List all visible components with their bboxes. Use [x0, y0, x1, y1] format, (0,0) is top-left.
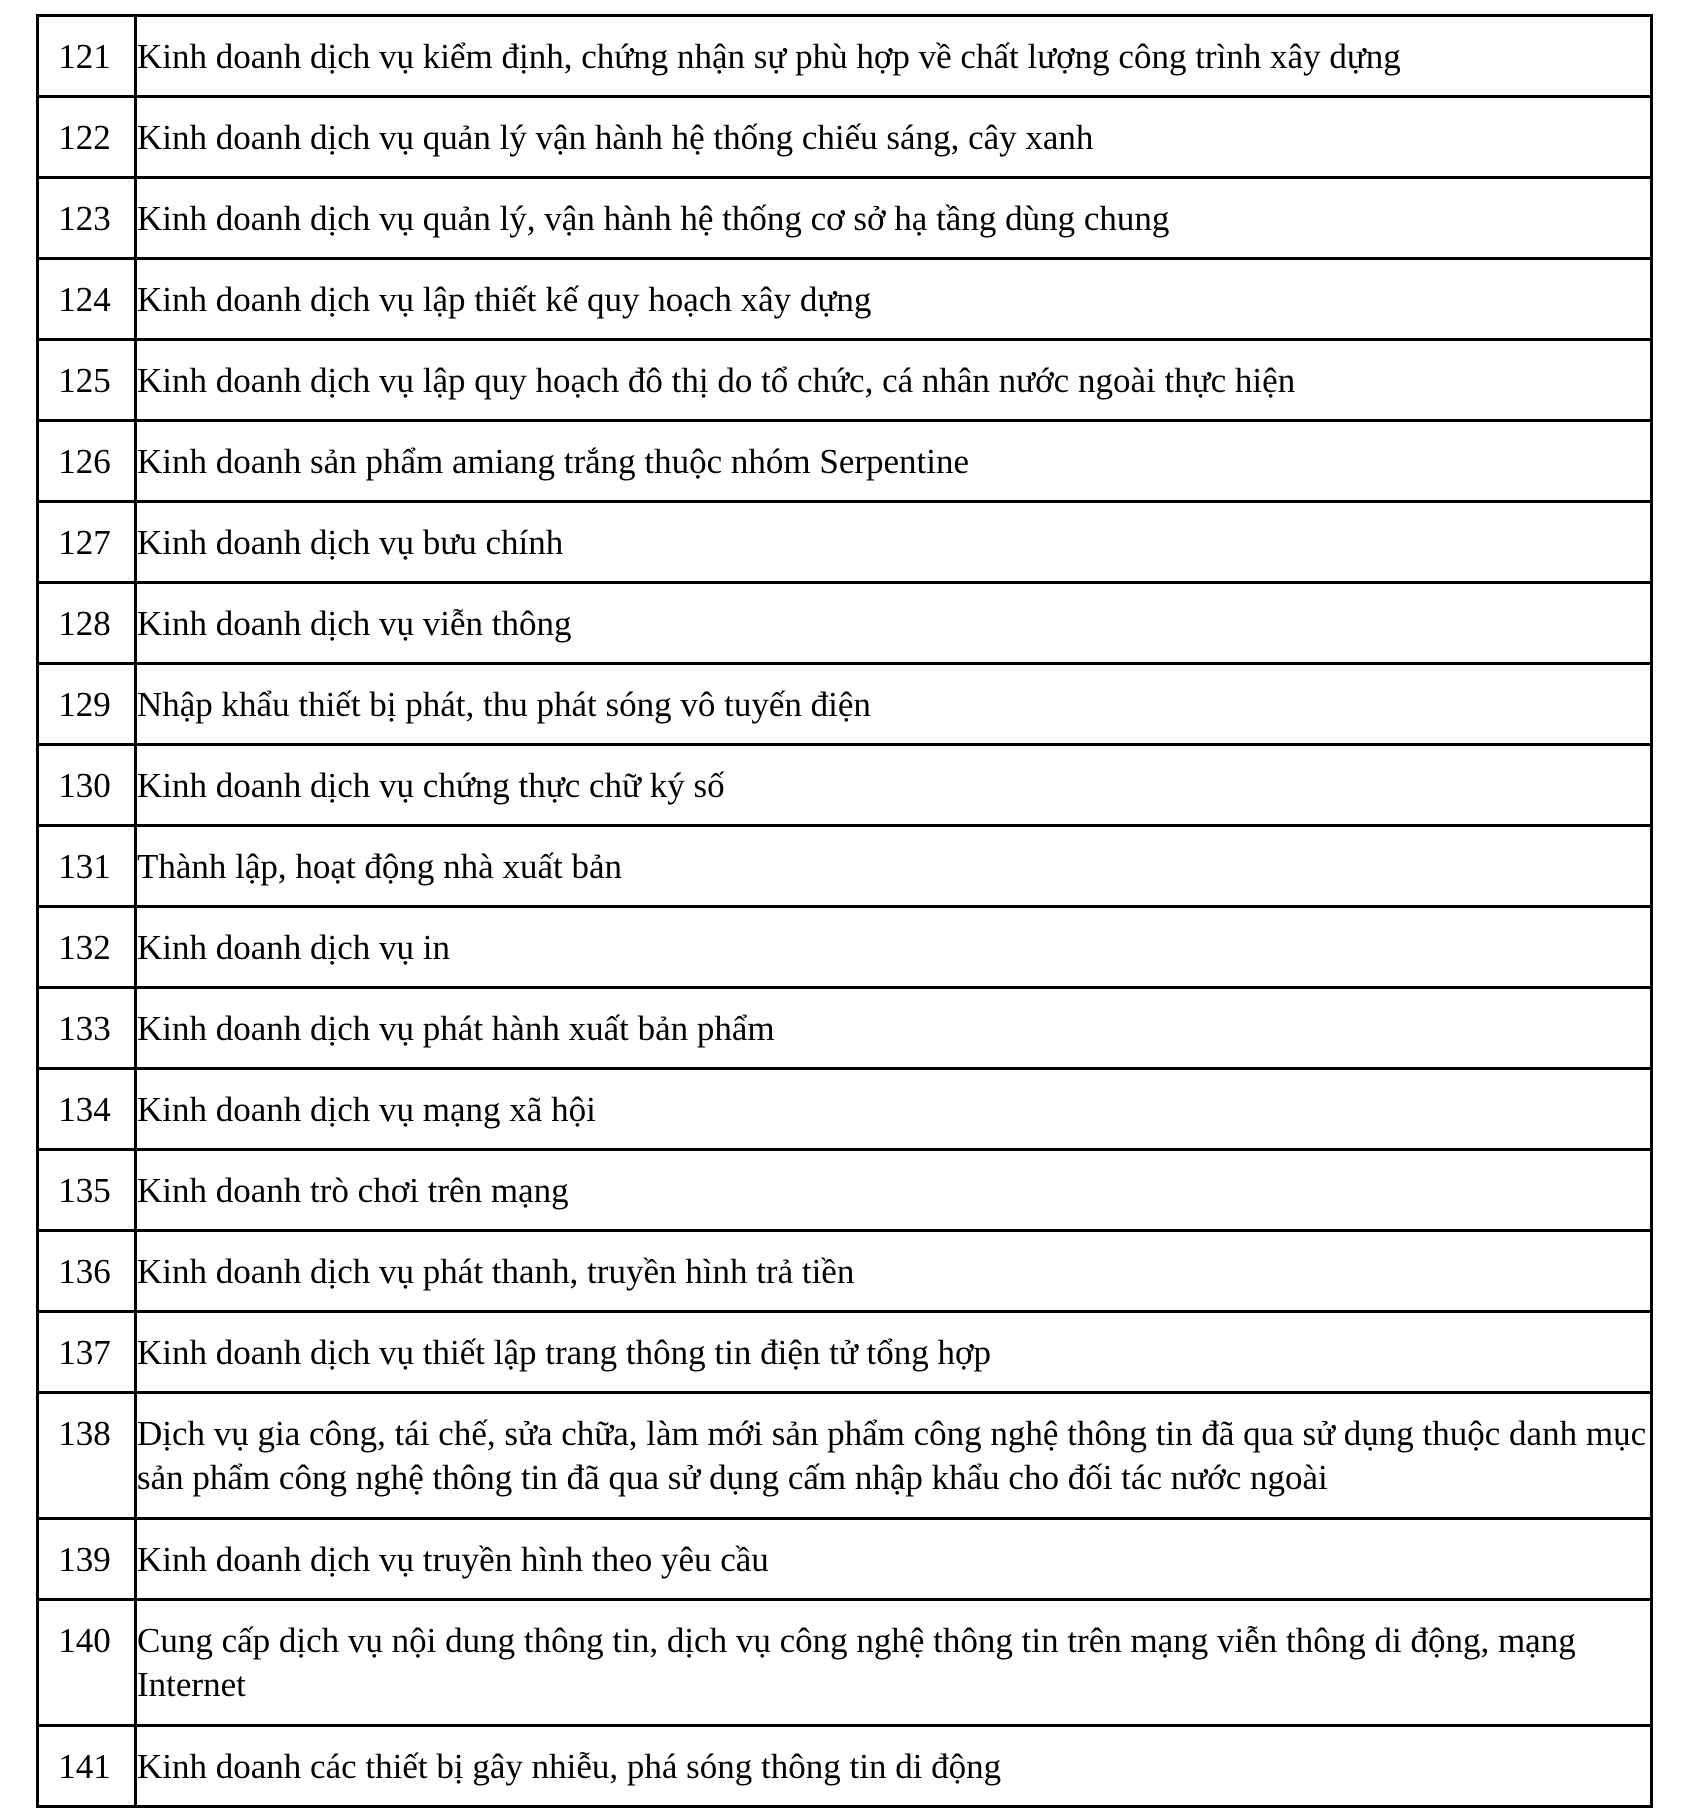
row-number: 127: [38, 502, 136, 583]
business-lines-table: [36, 14, 1653, 1808]
table-row: [38, 178, 1652, 259]
row-number: 128: [38, 583, 136, 664]
row-description: Dịch vụ gia công, tái chế, sửa chữa, làm mới sản phẩm công nghệ thông tin đã qua sử dụng thuộc danh mục sản phẩm công nghệ thông tin đã qua sử dụng cấm nhập khẩu cho đối tác nước ngoài: [136, 1393, 1652, 1519]
row-number: 134: [38, 1069, 136, 1150]
table-row: [38, 907, 1652, 988]
table-row: [38, 16, 1652, 97]
row-number: 126: [38, 421, 136, 502]
table-row: [38, 1600, 1652, 1726]
row-description: Kinh doanh dịch vụ bưu chính: [136, 502, 1652, 583]
row-number: 131: [38, 826, 136, 907]
row-description: Kinh doanh trò chơi trên mạng: [136, 1150, 1652, 1231]
row-number: 133: [38, 988, 136, 1069]
table-row: [38, 745, 1652, 826]
table-row: [38, 1726, 1652, 1807]
table-row: [38, 421, 1652, 502]
row-number: 136: [38, 1231, 136, 1312]
table-row: [38, 340, 1652, 421]
table-row: [38, 97, 1652, 178]
table-row: [38, 826, 1652, 907]
row-description: Kinh doanh dịch vụ truyền hình theo yêu cầu: [136, 1519, 1652, 1600]
row-number: 140: [38, 1600, 136, 1726]
table-row: [38, 1150, 1652, 1231]
table-row: [38, 1519, 1652, 1600]
table-row: [38, 583, 1652, 664]
row-description: Kinh doanh dịch vụ viễn thông: [136, 583, 1652, 664]
row-number: 132: [38, 907, 136, 988]
table-row: [38, 259, 1652, 340]
row-description: Kinh doanh dịch vụ quản lý, vận hành hệ thống cơ sở hạ tầng dùng chung: [136, 178, 1652, 259]
row-number: 123: [38, 178, 136, 259]
table-row: [38, 1393, 1652, 1519]
row-number: 121: [38, 16, 136, 97]
table-row: [38, 988, 1652, 1069]
row-description: Kinh doanh dịch vụ mạng xã hội: [136, 1069, 1652, 1150]
row-description: Kinh doanh dịch vụ quản lý vận hành hệ thống chiếu sáng, cây xanh: [136, 97, 1652, 178]
row-description: Kinh doanh dịch vụ lập quy hoạch đô thị do tổ chức, cá nhân nước ngoài thực hiện: [136, 340, 1652, 421]
table-row: [38, 1231, 1652, 1312]
row-description: Cung cấp dịch vụ nội dung thông tin, dịch vụ công nghệ thông tin trên mạng viễn thông di động, mạng Internet: [136, 1600, 1652, 1726]
row-description: Kinh doanh dịch vụ lập thiết kế quy hoạch xây dựng: [136, 259, 1652, 340]
row-description: Kinh doanh dịch vụ phát thanh, truyền hình trả tiền: [136, 1231, 1652, 1312]
row-description: Kinh doanh các thiết bị gây nhiễu, phá sóng thông tin di động: [136, 1726, 1652, 1807]
row-description: Nhập khẩu thiết bị phát, thu phát sóng vô tuyến điện: [136, 664, 1652, 745]
row-number: 141: [38, 1726, 136, 1807]
row-description: Kinh doanh dịch vụ chứng thực chữ ký số: [136, 745, 1652, 826]
row-number: 125: [38, 340, 136, 421]
table-row: [38, 664, 1652, 745]
row-description: Kinh doanh dịch vụ phát hành xuất bản phẩm: [136, 988, 1652, 1069]
row-description: Thành lập, hoạt động nhà xuất bản: [136, 826, 1652, 907]
row-description: Kinh doanh dịch vụ in: [136, 907, 1652, 988]
table-row: [38, 502, 1652, 583]
row-number: 124: [38, 259, 136, 340]
row-description: Kinh doanh sản phẩm amiang trắng thuộc nhóm Serpentine: [136, 421, 1652, 502]
row-number: 137: [38, 1312, 136, 1393]
table-row: [38, 1312, 1652, 1393]
row-number: 130: [38, 745, 136, 826]
table-row: [38, 1069, 1652, 1150]
row-number: 138: [38, 1393, 136, 1519]
row-number: 139: [38, 1519, 136, 1600]
row-number: 122: [38, 97, 136, 178]
row-description: Kinh doanh dịch vụ thiết lập trang thông tin điện tử tổng hợp: [136, 1312, 1652, 1393]
row-number: 129: [38, 664, 136, 745]
row-number: 135: [38, 1150, 136, 1231]
row-description: Kinh doanh dịch vụ kiểm định, chứng nhận sự phù hợp về chất lượng công trình xây dựng: [136, 16, 1652, 97]
